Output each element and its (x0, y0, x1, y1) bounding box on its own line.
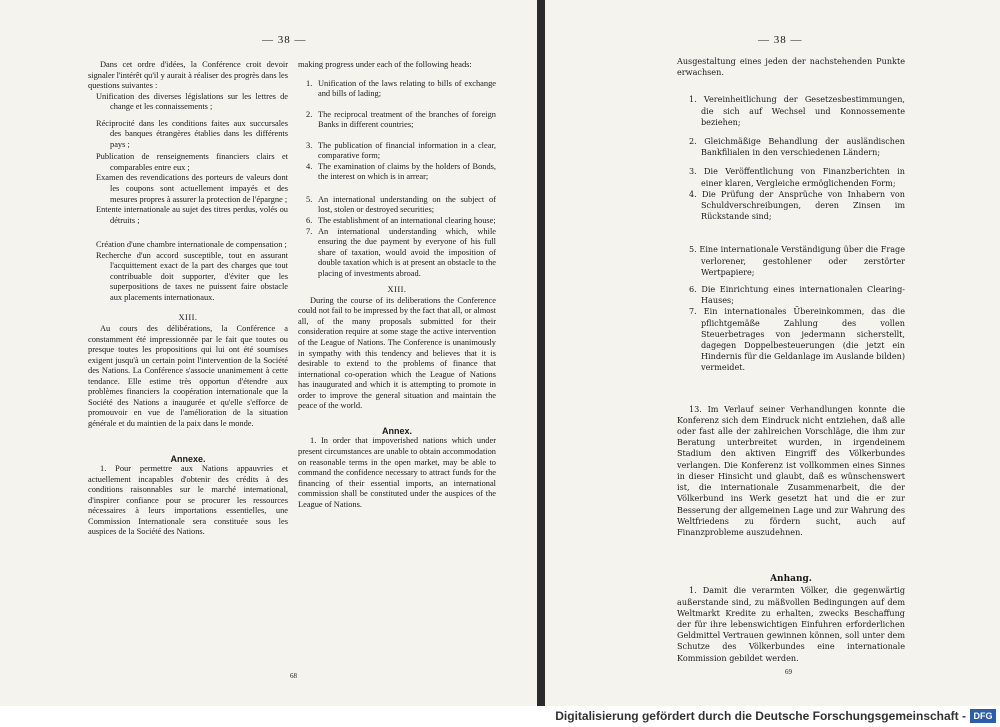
english-annex-text: 1. In order that impoverished nations which under present circumstances are unable to obtain accommodation on reasonable terms in the open market, may be able to command the confidence necessary to attract funds for the financing of their essential imports, an international commission shall be constituted under the auspices of the League of Nations. (298, 436, 496, 509)
german-annex-text: 1. Damit die verarmten Völker, die gegenwärtig außerstande sind, zu mäßvollen Bedingungen auf dem Weltmarkt Kredite zu erhalten, zwecks Beschaffung der für ihre lebenswichtigen Einfuhren erforderlichen Geldmittel Vertrauen gewinnen können, soll unter dem Schutze des Völkerbundes eine internationale Kommission gebildet werden. (677, 585, 905, 663)
french-item: Réciprocité dans les conditions faites aux succursales des banques étrangères établies dans les différents pays ; (96, 118, 288, 149)
right-footer-number: 69 (785, 668, 792, 676)
german-annex-title: Anhang. (770, 574, 812, 585)
german-item: 3. Die Veröffentlichung von Finanzberichten in einer klaren, Vergleiche ermöglichenden Form; (689, 166, 905, 188)
page-number: — 38 — (262, 34, 307, 46)
german-section-text: 13. Im Verlauf seiner Verhandlungen konnte die Konferenz sich dem Eindruck nicht entziehen, daß alle oder fast alle der zahlreichen Vorschläge, die ihm zur Beratung unterbreitet wurden, in irgendeinem Stadium den aktiven Eingriff des Völkerbundes verlangen. Die Konferenz ist vollkommen eines Sinnes in dieser Hinsicht und glaubt, daß es wünschenswert ist, die internationale Zusammenarbeit, die der Völkerbund ins Werk gesetzt hat und die er zur Besserung der allgemeinen Lage und zur Wahrung des Weltfriedens zu fördern sucht, auch auf Finanzprobleme auszudehnen. (677, 403, 905, 537)
french-item: Examen des revendications des porteurs de valeurs dont les coupons sont actuellement impayés et des mesures propres à assurer la protection de l'épargne ; (96, 173, 288, 204)
english-item: 6. The establishment of an international clearing house; (306, 216, 496, 226)
english-list (298, 79, 496, 280)
english-item: 4. The examination of claims by the holders of Bonds, the interest on which is in arrear; (306, 161, 496, 182)
page-number: — 38 — (758, 34, 803, 46)
french-annex-title: Annexe. (170, 453, 206, 464)
english-item: 3. The publication of financial information in a clear, comparative form; (306, 140, 496, 161)
german-column (677, 56, 905, 664)
german-item: 6. Die Einrichtung eines internationalen Clearing-Hauses; (689, 284, 905, 306)
right-page (545, 0, 1000, 706)
french-section-title: XIII. (178, 313, 198, 323)
german-item: 2. Gleichmäßige Behandlung der ausländischen Bankfilialen in den verschiedenen Ländern; (689, 136, 905, 158)
english-item: 5. An international understanding on the subject of lost, stolen or destroyed securities; (306, 194, 496, 215)
german-item: 7. Ein internationales Übereinkommen, das die pflichtgemäße Zahlung des vollen Steuerbetrages von jedermann sicherstellt, dagegen Doppelbesteuerungen (die jetzt ein Hindernis für die Geldanlage im Auslande bilden) vermeidet. (689, 306, 905, 373)
french-item: Unification des diverses législations sur les lettres de change et les connaissements ; (96, 91, 288, 112)
french-item: Création d'une chambre internationale de compensation ; (96, 240, 287, 250)
book-gutter (537, 0, 545, 706)
english-item: 1. Unification of the laws relating to bills of exchange and bills of lading; (306, 78, 496, 99)
german-list (677, 94, 905, 373)
french-item: Recherche d'un accord susceptible, tout en assurant l'acquittement exact de la part des charges que tout contribuable doit supporter, d'éviter que les superpositions de taxes ne puissent faire obstacle aux placements internationaux. (96, 250, 288, 302)
french-section-text: Au cours des délibérations, la Conférence a constamment été impressionnée par le fait que toutes ou presque toutes les propositions qui lui ont été soumises exigent jusqu'à un certain point l'intervention de la Société des Nations. La Conférence s'associe unanimement à cette tendance. Elle estime très opportun d'étendre aux problèmes financiers la coopération internationale que la Société des Nations a inaugurée et qu'elle s'efforce de promouvoir en vue de l'amélioration de la situation générale et du maintien de la paix dans le monde. (88, 324, 288, 428)
english-section-title: XIII. (387, 285, 407, 295)
german-item: 5. Eine internationale Verständigung über die Frage verlorener, gestohlener oder zerstörter Wertpapiere; (689, 244, 905, 277)
french-item: Publication de renseignements financiers clairs et comparables entre eux ; (96, 152, 288, 172)
dfg-logo-icon: DFG (970, 709, 996, 723)
english-column (298, 60, 496, 510)
english-section-text: During the course of its deliberations the Conference could not fail to be impressed by the fact that all, or almost all, of the many proposals submitted for their consideration require at some stage the active intervention of the League of Nations. The Conference is unanimously in sympathy with this tendency and believes that it is desirable to extend to the problems of finance that international co-operation which the League of Nations has inaugurated and which it is attempting to promote in order to improve the general situation and maintain the peace of the world. (298, 295, 496, 411)
english-intro: making progress under each of the following heads: (298, 60, 472, 69)
english-item: 2. The reciprocal treatment of the branches of foreign Banks in different countries; (306, 109, 496, 130)
french-column (88, 60, 288, 538)
footer-credit: Digitalisierung gefördert durch die Deutsche Forschungsgemeinschaft - (555, 709, 966, 723)
left-footer-number: 68 (290, 672, 297, 680)
digitization-footer (0, 706, 1000, 727)
french-annex-text: 1. Pour permettre aux Nations appauvries et actuellement incapables d'obtenir des crédits à des conditions raisonnables sur le marché international, d'inspirer confiance pour se procurer les ressources nécessaires à leurs importations essentielles, une Commission Internationale sera constituée sous les auspices de la Société des Nations. (88, 464, 288, 537)
french-intro: Dans cet ordre d'idées, la Conférence croit devoir signaler l'intérêt qu'il y aurait à réaliser des progrès dans les questions suivantes : (88, 60, 288, 91)
french-list (88, 92, 288, 304)
english-annex-title: Annex. (381, 425, 412, 436)
german-item: 4. Die Prüfung der Ansprüche von Inhabern von Schuldverschreibungen, deren Zinsen im Rückstande sind; (689, 188, 905, 222)
german-intro: Ausgestaltung eines jeden der nachstehenden Punkte erwachsen. (677, 56, 905, 78)
french-item: Entente internationale au sujet des titres perdus, volés ou détruits ; (96, 205, 288, 225)
english-item: 7. An international understanding which, while ensuring the due payment by everyone of his full share of taxation, would avoid the imposition of double taxation which is at present an obstacle to the placing of investments abroad. (306, 226, 496, 278)
german-item: 1. Vereinheitlichung der Gesetzesbestimmungen, die sich auf Wechsel und Konnossemente beziehen; (689, 94, 905, 127)
